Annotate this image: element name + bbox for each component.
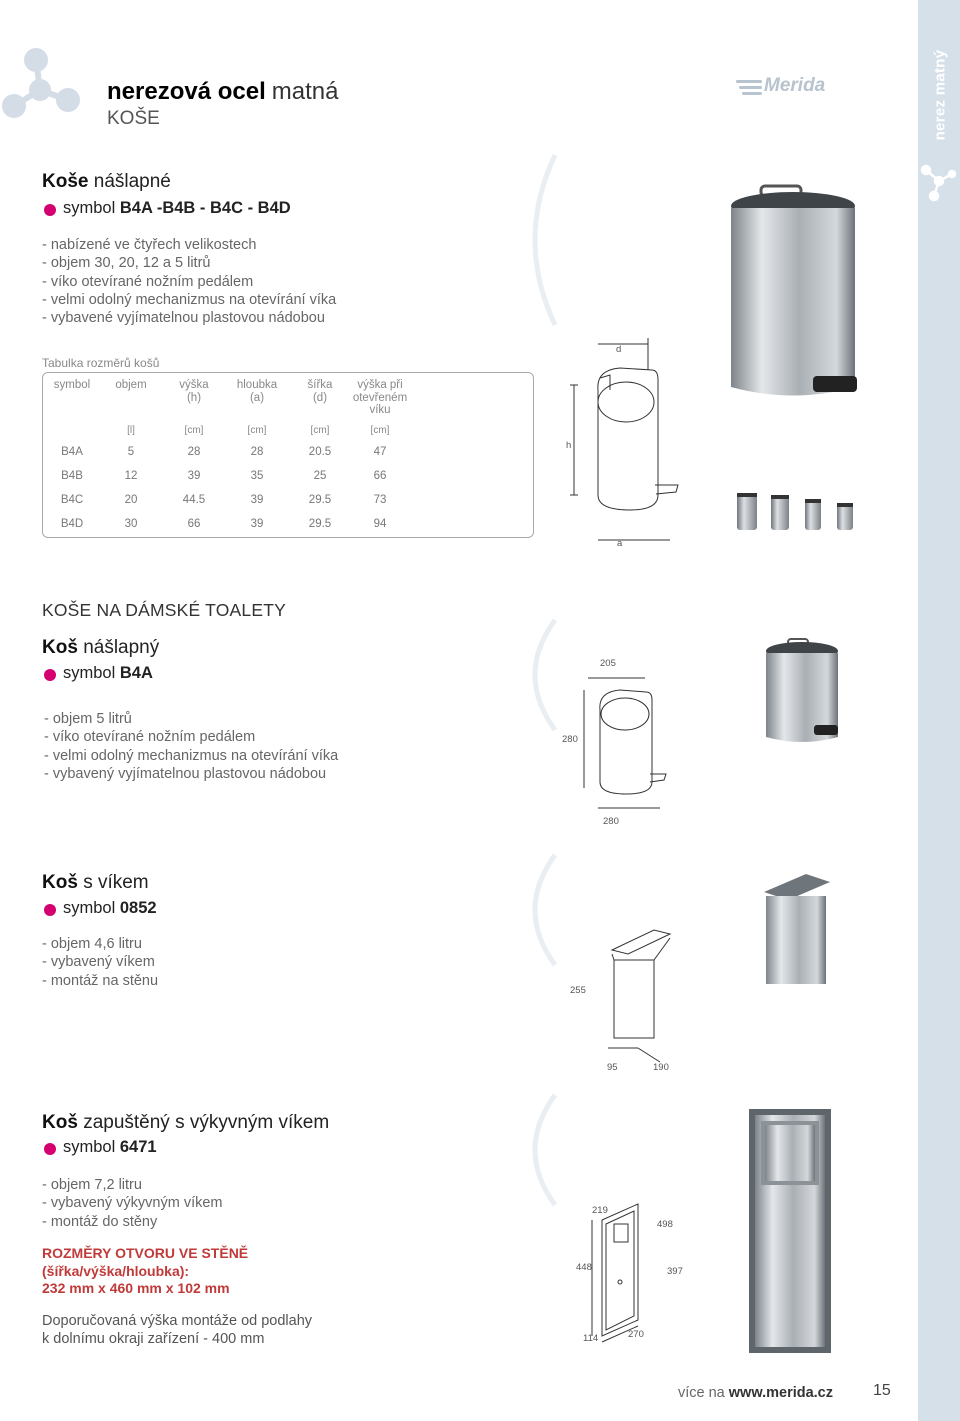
table-cell: 35: [250, 470, 264, 482]
unit: [cm]: [370, 425, 390, 436]
product4-symbol: symbol 6471: [63, 1138, 157, 1156]
dim-label-d: d: [616, 344, 622, 355]
table-cell: 73: [373, 494, 387, 506]
table-cell: B4C: [60, 494, 84, 506]
dimensions-table: [42, 372, 534, 538]
molecule-icon: [0, 48, 80, 126]
footer-link[interactable]: více na www.merida.cz: [678, 1385, 833, 1401]
merida-logo: Merida: [736, 74, 846, 100]
bullet-dot: [44, 1143, 56, 1155]
col-header: symbol: [53, 379, 91, 391]
bracket-decoration: [510, 150, 560, 330]
table-cell: 28: [250, 446, 264, 458]
col-header: šířka (d): [307, 379, 333, 404]
dim-label-width: 190: [653, 1062, 669, 1073]
table-cell: 20.5: [308, 446, 332, 458]
bin-size-range-photo: [735, 490, 865, 538]
table-cell: 66: [187, 518, 201, 530]
bracket-decoration: [510, 850, 560, 970]
table-cell: 66: [373, 470, 387, 482]
dim-label-219: 219: [592, 1205, 608, 1216]
unit: [cm]: [310, 425, 330, 436]
opening-dimensions: ROZMĚRY OTVORU VE STĚNĚ (šířka/výška/hloubka): 232 mm x 460 mm x 102 mm: [42, 1245, 249, 1296]
dim-label-width: 205: [600, 658, 616, 669]
pedal-bin-photo: [725, 182, 860, 407]
small-pedal-bin-photo: [762, 637, 842, 747]
product4-heading: Koš zapuštěný s výkyvným víkem: [42, 1112, 330, 1133]
section-title: KOŠE NA DÁMSKÉ TOALETY: [42, 600, 286, 620]
table-cell: 47: [373, 446, 387, 458]
col-header: objem: [115, 379, 147, 391]
dim-label-114: 114: [583, 1333, 599, 1344]
unit: [cm]: [184, 425, 204, 436]
table-cell: 25: [313, 470, 327, 482]
dim-label-height: 255: [570, 985, 586, 996]
unit: [l]: [127, 425, 135, 436]
wall-bin-photo: [760, 872, 832, 987]
col-header: hloubka (a): [236, 379, 278, 404]
dim-label-h: h: [566, 440, 572, 451]
dim-label-a: a: [617, 538, 623, 549]
table-cell: 39: [187, 470, 201, 482]
molecule-icon-small: [918, 160, 960, 202]
product3-symbol: symbol 0852: [63, 899, 157, 917]
bin-line-drawing-small: [570, 670, 680, 820]
unit: [cm]: [247, 425, 267, 436]
page-title: nerezová ocel matná: [107, 78, 339, 105]
product2-heading: Koš nášlapný: [42, 637, 160, 658]
bracket-decoration: [510, 615, 560, 735]
col-header: výška (h): [179, 379, 209, 404]
table-cell: 20: [124, 494, 138, 506]
sidebar-band: [918, 0, 960, 1421]
product3-features: - objem 4,6 litru - vybavený víkem - montáž na stěnu: [42, 936, 159, 989]
product2-symbol: symbol B4A: [63, 664, 153, 682]
table-cell: 29.5: [308, 518, 332, 530]
table-cell: 12: [124, 470, 138, 482]
dim-label-397: 397: [667, 1266, 683, 1277]
dim-label-depth: 280: [603, 816, 619, 827]
col-header: výška při otevřeném víku: [352, 379, 408, 416]
recessed-bin-photo: [745, 1107, 835, 1355]
product4-features: - objem 7,2 litru - vybavený výkyvným víkem - montáž do stěny: [42, 1177, 223, 1230]
bracket-decoration: [510, 1090, 560, 1210]
table-cell: 39: [250, 494, 264, 506]
table-cell: 30: [124, 518, 138, 530]
product1-symbol: symbol B4A -B4B - B4C - B4D: [63, 199, 291, 217]
dim-label-270: 270: [628, 1329, 644, 1340]
mounting-note: Doporučovaná výška montáže od podlahy k dolnímu okraji zařízení - 400 mm: [42, 1313, 313, 1347]
wall-bin-line-drawing: [590, 920, 680, 1070]
bullet-dot: [44, 204, 56, 216]
dim-label-height: 280: [562, 734, 578, 745]
product1-heading: Koše nášlapné: [42, 171, 171, 192]
product1-features: - nabízené ve čtyřech velikostech - objem 30, 20, 12 a 5 litrů - víko otevírané nožním pedálem - velmi odolný mechanizmus na otevírání víka - vybavené vyjímatelnou plastovou nádobou: [42, 237, 337, 327]
bullet-dot: [44, 669, 56, 681]
table-cell: B4B: [61, 470, 83, 482]
table-cell: 94: [373, 518, 387, 530]
dim-label-498: 498: [657, 1219, 673, 1230]
page-number: 15: [873, 1382, 891, 1399]
table-cell: 29.5: [308, 494, 332, 506]
table-cell: 5: [127, 446, 135, 458]
product3-heading: Koš s víkem: [42, 872, 149, 893]
product2-features: - objem 5 litrů - víko otevírané nožním pedálem - velmi odolný mechanizmus na otevírání víka - vybavený vyjímatelnou plastovou nádobou: [44, 711, 339, 782]
page-subtitle: KOŠE: [107, 108, 160, 129]
table-cell: B4A: [61, 446, 83, 458]
dim-label-448: 448: [576, 1262, 592, 1273]
sidebar-label: nerez matný: [931, 49, 949, 141]
table-cell: B4D: [60, 518, 84, 530]
table-cell: 44.5: [182, 494, 206, 506]
bin-line-drawing: [560, 330, 690, 560]
table-cell: 28: [187, 446, 201, 458]
table-caption: Tabulka rozměrů košů: [42, 356, 160, 370]
bullet-dot: [44, 904, 56, 916]
dim-label-depth: 95: [607, 1062, 618, 1073]
table-cell: 39: [250, 518, 264, 530]
